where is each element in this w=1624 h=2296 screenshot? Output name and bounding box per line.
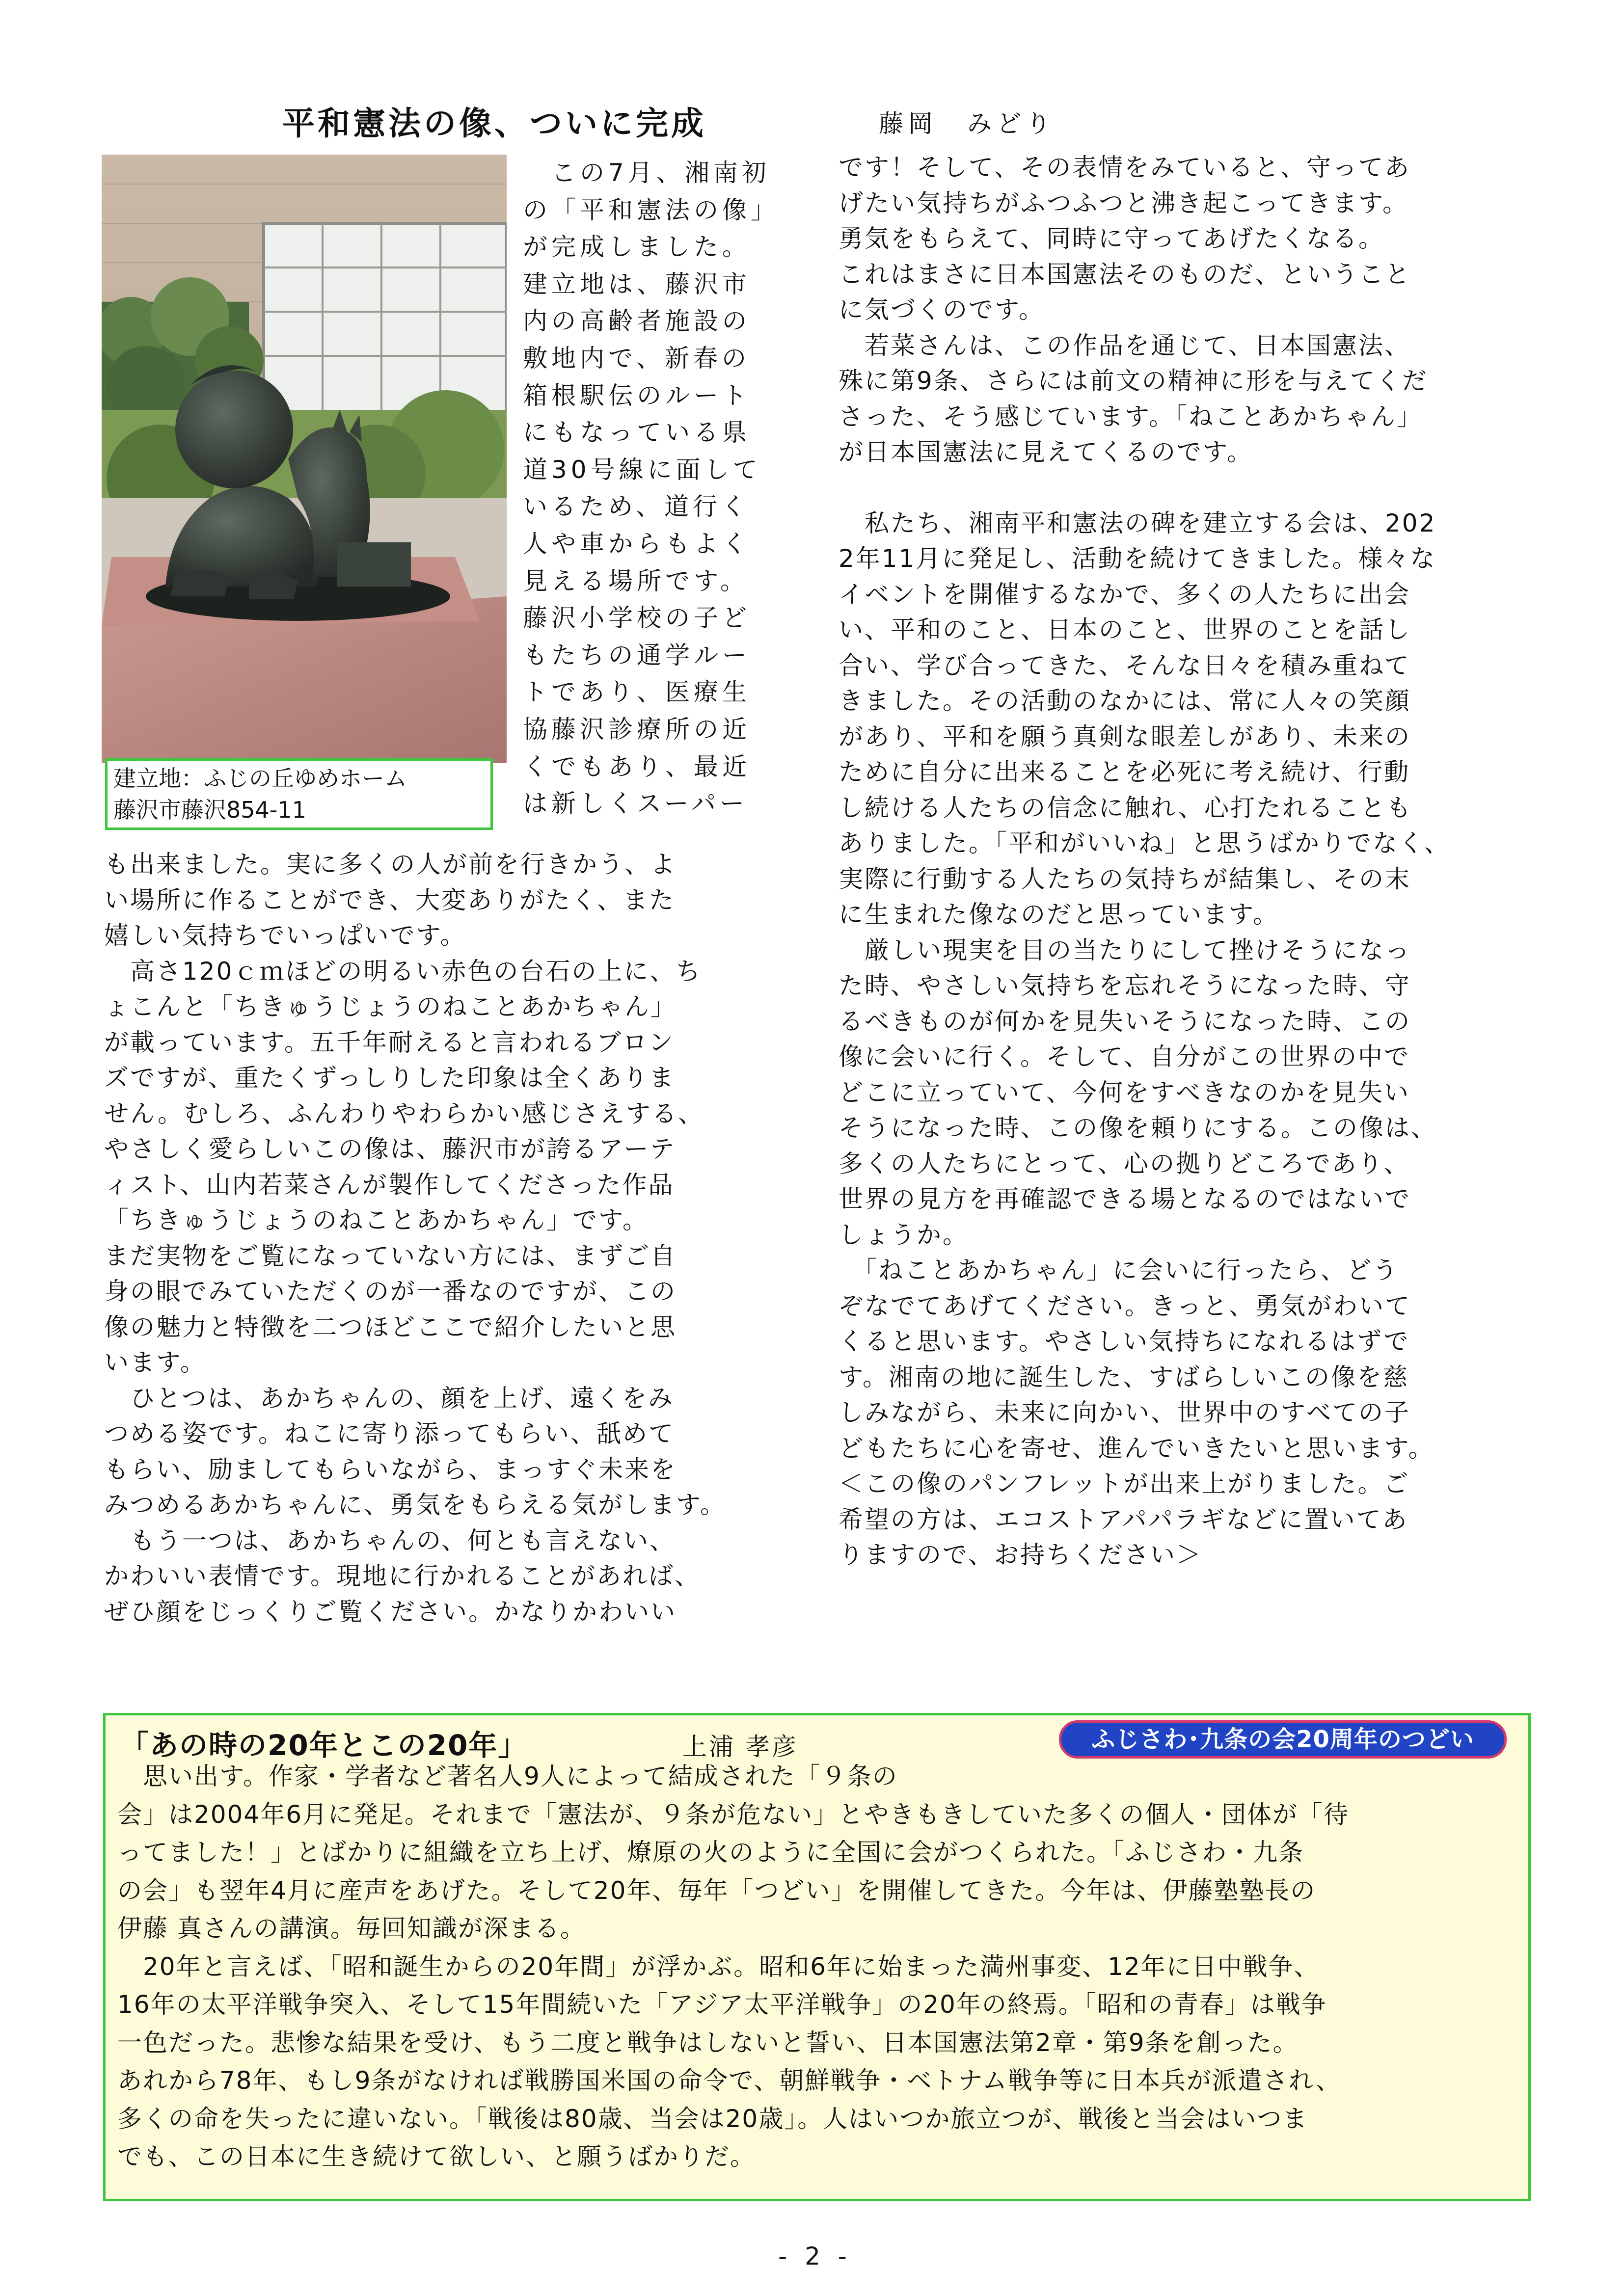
text-line: ょこんと「ちきゅうじょうのねことあかちゃん」 (104, 992, 677, 1021)
text-line: 協藤沢診療所の近 (523, 715, 751, 744)
text-line: ィスト、山内若菜さんが製作してくださった作品 (104, 1170, 675, 1199)
statue-photo (102, 155, 507, 763)
caption-line: 藤沢市藤沢854-11 (113, 797, 306, 823)
text-line: もう一つは、あかちゃんの、何とも言えない、 (104, 1526, 676, 1555)
article-left-column (104, 847, 806, 1629)
text-line: しょうか。 (839, 1220, 969, 1249)
text-line: にもなっている県 (523, 418, 751, 447)
text-line: さった、そう感じています。「ねことあかちゃん」 (839, 402, 1423, 431)
text-line: 像に会いに行く。そして、自分がこの世界の中で (839, 1042, 1410, 1071)
text-line: に気づくのです。 (839, 295, 1045, 324)
text-line: 2年11月に発足し、活動を続けてきました。様々な (839, 544, 1436, 573)
text-line: ために自分に出来ることを必死に考え続け、行動 (839, 758, 1410, 786)
text-line: があり、平和を願う真剣な眼差しがあり、未来の (839, 722, 1411, 751)
text-line: 敷地内で、新春の (523, 344, 750, 373)
photo-caption (105, 758, 493, 830)
text-line: が完成しました。 (523, 233, 751, 262)
box-author: 上浦 孝彦 (682, 1733, 798, 1761)
text-line: げたい気持ちがふつふつと沸き起こってきます。 (839, 188, 1408, 217)
box-title: 「あの時の20年とこの20年」 (120, 1729, 528, 1762)
text-line: つめる姿です。ねこに寄り添ってもらい、舐めて (104, 1419, 675, 1448)
text-line: ぞなでてあげてください。きっと、勇気がわいて (839, 1291, 1411, 1320)
text-line: 伊藤 真さんの講演。毎回知識が深まる。 (117, 1914, 586, 1943)
text-line: あれから78年、もし9条がなければ戦勝国米国の命令で、朝鮮戦争・ベトナム戦争等に日本兵が派遣され、 (117, 2066, 1341, 2095)
text-line: ありました。「平和がいいね」と思うばかりでなく、 (839, 829, 1450, 857)
box-body (117, 1758, 1521, 2176)
text-line: た時、やさしい気持ちを忘れそうになった時、守 (839, 971, 1411, 1000)
text-line (839, 470, 1536, 506)
text-line: 「ねことあかちゃん」に会いに行ったら、どう (839, 1256, 1399, 1284)
text-line: みつめるあかちゃんに、勇気をもらえる気がします。 (104, 1491, 726, 1519)
text-line: が載っています。五千年耐えると言われるブロン (104, 1028, 675, 1057)
text-line: まだ実物をご覧になっていない方には、まずご自 (104, 1241, 677, 1270)
article-narrow-column (523, 155, 805, 823)
text-line: 勇気をもらえて、同時に守ってあげたくなる。 (839, 224, 1384, 253)
text-line: に生まれた像なのだと思っています。 (839, 900, 1279, 929)
text-line: 20年と言えば、「昭和誕生からの20年間」が浮かぶ。昭和6年に始まった満州事変、12年に日中戦争、 (117, 1952, 1320, 1981)
text-line: くでもあり、最近 (523, 752, 751, 781)
text-line: ってました！」とばかりに組織を立ち上げ、燎原の火のように全国に会がつくられた。「ふじさわ・九条 (117, 1838, 1304, 1867)
text-line: います。 (104, 1348, 206, 1377)
event-badge: ふじさわ･九条の会20周年のつどい (1059, 1720, 1507, 1759)
text-line: かわいい表情です。現地に行かれることがあれば、 (104, 1562, 701, 1590)
text-line: 「ちきゅうじょうのねことあかちゃん」です。 (104, 1206, 649, 1234)
text-line: 合い、学び合ってきた、そんな日々を積み重ねて (839, 651, 1410, 680)
text-line: 会」は2004年6月に発足。それまで「憲法が、９条が危ない」とやきもきしていた多くの個人・団体が「待 (117, 1800, 1350, 1829)
text-line: 箱根駅伝のルート (523, 381, 751, 410)
text-line: 16年の太平洋戦争突入、そして15年間続いた「アジア太平洋戦争」の20年の終焉。「昭和の青春」は戦争 (117, 1990, 1327, 2019)
text-line: この7月、湘南初 (523, 159, 770, 187)
text-line: りますので、お持ちください＞ (839, 1541, 1202, 1569)
text-line: イベントを開催するなかで、多くの人たちに出会 (839, 580, 1410, 609)
text-line: 希望の方は、エコストアパパラギなどに置いてあ (839, 1505, 1408, 1534)
text-line: ぜひ顔をじっくりご覧ください。かなりかわいい (104, 1597, 677, 1626)
text-line: 像の魅力と特徴を二つほどここで紹介したいと思 (104, 1312, 677, 1341)
text-line: 建立地は、藤沢市 (523, 269, 751, 298)
text-line: でも、この日本に生き続けて欲しい、と願うばかりだ。 (117, 2142, 756, 2171)
text-line: るべきものが何かを見失いそうになった時、この (839, 1007, 1411, 1036)
text-line: 見える場所です。 (523, 566, 749, 595)
text-line: す。湘南の地に誕生した、すばらしいこの像を慈 (839, 1362, 1409, 1391)
caption-line: 建立地：ふじの丘ゆめホーム (113, 765, 407, 792)
page-number: - 2 - (778, 2242, 852, 2270)
text-line: どもたちに心を寄せ、進んでいきたいと思います。 (839, 1434, 1435, 1463)
text-line: どこに立っていて、今何をすべきなのかを見失い (839, 1078, 1410, 1107)
article-right-column (839, 150, 1536, 1573)
text-line: は新しくスーパー (523, 789, 748, 818)
text-line: 内の高齢者施設の (523, 307, 751, 336)
text-line: し続ける人たちの信念に触れ、心打たれることも (839, 793, 1412, 822)
text-line: これはまさに日本国憲法そのものだ、ということ (839, 260, 1411, 289)
text-line: くると思います。やさしい気持ちになれるはずで (839, 1327, 1410, 1356)
text-line: 多くの人たちにとって、心の拠りどころであり、 (839, 1149, 1410, 1178)
text-line: 殊に第9条、さらには前文の精神に形を与えてくだ (839, 367, 1428, 395)
text-line: が日本国憲法に見えてくるのです。 (839, 438, 1253, 466)
text-line: ズですが、重たくずっしりした印象は全くありま (104, 1064, 675, 1092)
text-line: 多くの命を失ったに違いない。「戦後は80歳、当会は20歳」。人はいつか旅立つが、戦後と当会はいつま (117, 2104, 1308, 2133)
text-line: 嬉しい気持ちでいっぱいです。 (104, 921, 466, 950)
article-title: 平和憲法の像、ついに完成 (282, 105, 706, 142)
text-line: しみながら、未来に向かい、世界中のすべての子 (839, 1398, 1410, 1427)
text-line: い場所に作ることができ、大変ありがたく、また (104, 885, 675, 914)
text-line: きました。その活動のなかには、常に人々の笑顔 (839, 687, 1411, 715)
text-line: 世界の見方を再確認できる場となるのではないで (839, 1185, 1411, 1213)
text-line: ＜この像のパンフレットが出来上がりました。ご (839, 1469, 1410, 1498)
text-line: 身の眼でみていただくのが一番なのですが、この (104, 1277, 677, 1306)
text-line: い、平和のこと、日本のこと、世界のことを話し (839, 615, 1411, 644)
text-line: そうになった時、この像を頼りにする。この像は、 (839, 1114, 1437, 1142)
text-line: もたちの通学ルー (523, 641, 751, 669)
text-line: も出来ました。実に多くの人が前を行きかう、よ (104, 850, 677, 879)
text-line: 厳しい現実を目の当たりにして挫けそうになっ (839, 935, 1411, 964)
article-author: 藤岡 みどり (879, 109, 1056, 138)
text-line: 藤沢小学校の子ど (523, 604, 751, 633)
text-line: 私たち、湘南平和憲法の碑を建立する会は、202 (839, 508, 1436, 537)
text-line: 若菜さんは、この作品を通じて、日本国憲法、 (839, 331, 1410, 360)
text-line: 一色だった。悲惨な結果を受け、もう二度と戦争はしないと誓い、日本国憲法第2章・第9条を創った。 (117, 2028, 1299, 2057)
text-line: せん。むしろ、ふんわりやわらかい感じさえする、 (104, 1099, 704, 1128)
text-line: です！そして、その表情をみていると、守ってあ (839, 153, 1410, 182)
anniversary-box (103, 1713, 1531, 2201)
text-line: 道30号線に面して (523, 455, 761, 484)
text-line: 実際に行動する人たちの気持ちが結集し、その末 (839, 864, 1411, 893)
text-line: ひとつは、あかちゃんの、顔を上げ、遠くをみ (104, 1384, 674, 1413)
text-line: 高さ120ｃｍほどの明るい赤色の台石の上に、ち (104, 957, 702, 986)
text-line: の「平和憲法の像」 (523, 195, 779, 224)
text-line: 人や車からもよく (523, 529, 751, 558)
text-line: トであり、医療生 (523, 678, 751, 707)
text-line: の会」も翌年4月に産声をあげた。そして20年、毎年「つどい」を開催してきた。今年は、伊藤塾塾長の (117, 1876, 1316, 1905)
text-line: やさしく愛らしいこの像は、藤沢市が誇るアーテ (104, 1135, 676, 1163)
text-line: いるため、道行く (523, 492, 750, 521)
text-line: 思い出す。作家・学者など著名人9人によって結成された「９条の (117, 1762, 898, 1790)
text-line: もらい、励ましてもらいながら、まっすぐ未来を (104, 1455, 677, 1484)
